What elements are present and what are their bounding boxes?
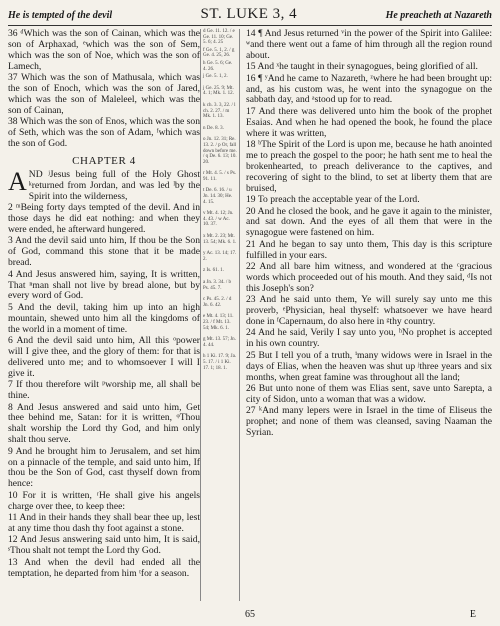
verse: 17 And there was delivered unto him the book of the prophet Esaias. And when he had opened the book, he found the place where it was written, — [246, 105, 492, 139]
margin-reference: o Jn. 12. 31; Re. 13. 2. / p Or, fall down before me. / q De. 6. 13; 10. 20. — [203, 137, 237, 165]
left-column — [8, 29, 200, 601]
verse: 6 And the devil said unto him, All this ᵒpower will I give thee, and the glory of them: for that is delivered unto me; and to whomsoever I will I give it. — [8, 335, 200, 379]
left-top-verses — [8, 29, 200, 150]
verse: 12 And Jesus answering said unto him, It is said, ˢThou shalt not tempt the Lord thy God. — [8, 534, 200, 557]
margin-reference: x Mt. 2. 23; Mt. 13. 54; Mk. 6. 1. — [203, 234, 237, 245]
verse: 19 To preach the acceptable year of the Lord. — [246, 194, 420, 206]
verse: 15 And ˣhe taught in their synagogues, being glorified of all. — [246, 61, 478, 73]
drop-cap: A — [8, 166, 27, 196]
verse: 24 And he said, Verily I say unto you, ʰNo prophet is accepted in his own country. — [246, 327, 492, 350]
verse: 21 And he began to say unto them, This day is this scripture fulfilled in your ears. — [246, 238, 492, 261]
verse: 25 But I tell you of a truth, ⁱmany widows were in Israel in the days of Elias, when the heaven was shut up ʲthree years and six months, when great famine was throughout all the land; — [246, 349, 492, 383]
right-column — [240, 29, 492, 601]
margin-reference: j Ge. 5. 1, 2. — [203, 74, 228, 80]
margin-reference: y Ac. 13. 14; 17. 2. — [203, 251, 237, 262]
margin-refs-mid — [203, 86, 237, 206]
verse: 9 And he brought him to Jerusalem, and set him on a pinnacle of the temple, and said unto him, If thou be the Son of God, cast thyself down from hence: — [8, 445, 200, 490]
text-columns — [8, 29, 492, 601]
header-right: He preacheth at Nazareth — [385, 10, 492, 21]
margin-reference: k ch. 3. 3, 22. / l ch. 2. 27. / m Mk. 1. 13. — [203, 102, 236, 120]
verse: 4 And Jesus answered him, saying, It is written, That ⁿman shall not live by bread alone, but by every word of God. — [8, 268, 200, 302]
verse: 5 And the devil, taking him up into an high mountain, shewed unto him all the kingdoms of the world in a moment of time. — [8, 301, 200, 335]
page-number: 65 — [245, 609, 255, 620]
verse: 16 ¶ ʸAnd he came to Nazareth, ᶻwhere he had been brought up: and, as his custom was, he went into the synagogue on the sabbath day, and ᵃstood up for to read. — [246, 72, 492, 106]
header-left: He is tempted of the devil — [8, 10, 113, 21]
margin-reference: v Mt. 4. 12; Jn. 4. 43. / w Ac. 10. 37. — [203, 211, 234, 228]
verse: 38 Which was the son of Enos, which was the son of Seth, which was the son of Adam, ᶠwhich was the son of God. — [8, 116, 200, 150]
verse: 3 And the devil said unto him, If thou be the Son of God, command this stone that it be made bread. — [8, 235, 200, 269]
verse: 26 But unto none of them was Elias sent, save unto Sarepta, a city of Sidon, unto a woman that was a widow. — [246, 383, 492, 405]
margin-reference: r Mt. 4. 5. / s Ps. 91. 11. — [203, 171, 237, 182]
header-book-chapter: ST. LUKE 3, 4 — [200, 6, 298, 22]
verse: 13 And when the devil had ended all the temptation, he departed from him ᵗfor a season. — [8, 556, 200, 579]
chapter-heading: CHAPTER 4 — [72, 154, 136, 167]
page-footer — [8, 609, 492, 620]
verse: 2 ᵐBeing forty days tempted of the devil. And in those days he did eat nothing: and when they were ended, he afterward hungered. — [8, 202, 200, 235]
margin-reference: g Mt. 13. 57; Jn. 4. 44. — [203, 337, 236, 348]
signature-mark: E — [469, 609, 476, 620]
verse: 18 ᵇThe Spirit of the Lord is upon me, because he hath anointed me to preach the gospel to the poor; he hath sent me to heal the brokenhearted, to preach deliverance to the captives, and recovering of sight to the blind, to set at liberty them that are bruised, — [246, 139, 492, 194]
margin-references — [200, 29, 240, 601]
verse: 8 And Jesus answered and said unto him, Get thee behind me, Satan: for it is written, ᵠThou shalt worship the Lord thy God, and him only shalt thou serve. — [8, 401, 200, 446]
margin-reference: t De. 6. 16. / u Jn. 14. 30; He. 4. 15. — [203, 188, 233, 205]
verse: 36 ᵈWhich was the son of Cainan, which was the son of Arphaxad, ᵉwhich was the son of Sem, which was the son of Noe, which was the son of Lamech, — [8, 28, 200, 72]
verse: 14 ¶ And Jesus returned ᵛin the power of the Spirit into Galilee: ʷand there went out a fame of him through all the region round about. — [246, 28, 492, 61]
margin-reference: h Ge. 5. 6; Ge. 4. 26. — [203, 60, 233, 72]
right-verses — [246, 29, 492, 439]
verse: ND ʲJesus being full of the Holy Ghost ᵏreturned from Jordan, and was led ˡby the Spirit into the wilderness, — [28, 168, 200, 202]
verse: 10 For it is written, ʳHe shall give his angels charge over thee, to keep thee: — [8, 489, 200, 512]
margin-reference: n De. 8. 3. — [203, 125, 224, 131]
margin-reference: z Is. 61. 1. — [203, 268, 224, 274]
verse: 37 Which was the son of Mathusala, which was the son of Enoch, which was the son of Jared, which was the son of Maleleel, which was the son of Cainan, — [8, 72, 200, 116]
verse: 20 And he closed the book, and he gave it again to the minister, and sat down. And the eyes of all them that were in the synagogue were fastened on him. — [246, 205, 492, 239]
bible-page — [8, 6, 492, 620]
margin-reference: f Ge. 5. 1, 2. / g Ge. 4. 25, 26. — [203, 47, 235, 59]
left-chapter-verses — [8, 166, 200, 580]
verse: 23 And he said unto them, Ye will surely say unto me this proverb, ᵉPhysician, heal thyself: whatsoever we have heard done in ᶠCapernaum, do also here in ᵍthy country. — [246, 294, 492, 328]
running-header — [8, 6, 492, 26]
verse: 7 If thou therefore wilt ᵖworship me, all shall be thine. — [8, 379, 200, 402]
margin-reference: j Ge. 25. 9; Mt. 4. 1; Mk. 1. 12. — [203, 85, 234, 97]
margin-reference: d Ge. 11. 12. / e Ge. 11. 10; Ge. 5. 6; 4. 25 — [203, 29, 235, 46]
margin-reference: h 1 Ki. 17. 9; Ja. 5. 17. / i 1 Ki. 17. 1; 18. 1. — [203, 354, 237, 371]
margin-refs-right — [203, 211, 237, 371]
margin-refs-top — [203, 29, 237, 80]
margin-reference: a Jn. 3. 34. / b Ps. 45. 7. — [203, 280, 232, 291]
margin-reference: e Mt. 4. 13; 11. 23. / f Mt. 13. 54; Mk. 6. 1. — [203, 314, 234, 331]
verse: 11 And in their hands they shall bear thee up, lest at any time thou dash thy foot against a stone. — [8, 512, 200, 534]
margin-reference: c Ps. 45. 2. / d Jn. 6. 42. — [203, 297, 232, 308]
verse: 27 ᵏAnd many lepers were in Israel in the time of Eliseus the prophet; and none of them was cleansed, saving Naaman the Syrian. — [246, 405, 492, 439]
verse: 22 And all bare him witness, and wondered at the ᶜgracious words which proceeded out of his mouth. And they said, ᵈIs not this Joseph's son? — [246, 261, 492, 294]
